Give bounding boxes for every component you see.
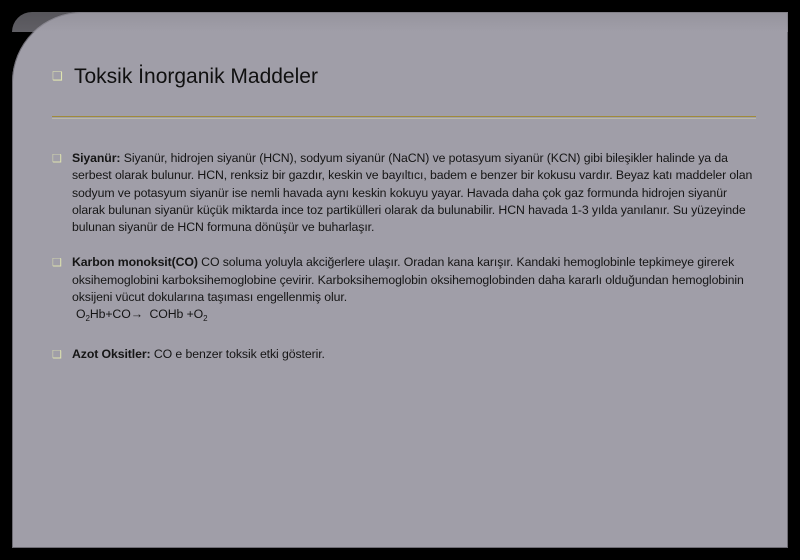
- item-text: CO e benzer toksik etki gösterir.: [150, 346, 325, 361]
- item-body: [72, 150, 762, 236]
- title-row: [52, 62, 752, 94]
- item-text: CO soluma yoluyla akciğerlere ulaşır. Oradan kana karışır. Kandaki hemoglobinle tepkimeye girerek oksihemoglobini karboksihemoglobine çevirir. Karboksihemoglobin oksihemoglobinden daha kararlı olduğundan hemoglobinin oksijeni vücut dokularına taşıması engellenmiş olur.: [72, 255, 744, 305]
- square-bullet-icon: ❑: [52, 69, 63, 83]
- content-list: [52, 150, 762, 381]
- slide-title: Toksik İnorganik Maddeler: [74, 65, 318, 88]
- title-divider-shadow: [52, 118, 756, 119]
- square-bullet-icon: ❑: [52, 257, 62, 270]
- list-item-karbon-monoksit: [52, 254, 762, 327]
- slide-top-shade: [12, 12, 788, 32]
- item-heading: Siyanür:: [72, 151, 121, 165]
- item-body: [72, 346, 762, 363]
- item-body: [72, 254, 762, 327]
- item-text: Siyanür, hidrojen siyanür (HCN), sodyum siyanür (NaCN) ve potasyum siyanür (KCN) gibi bileşikler halinde ya da serbest olarak bulunur. HCN, renksiz bir gazdır, keskin ve bayıltıcı, badem e benzer bir kokusu vardır. Beyaz katı maddeler olan sodyum ve potasyum siyanür ise nemli havada aynı keskin kokuyu yayar. Havada daha çok gaz formunda hidrojen siyanür olarak bulunan siyanür küçük miktarda ince toz partikülleri olarak da bulunabilir. HCN havada 1-3 yılda yanılanır. Su yüzeyinde bulunan siyanür de HCN formuna dönüşür ve buharlaşır.: [72, 151, 753, 235]
- square-bullet-icon: ❑: [52, 153, 62, 165]
- title-divider: [52, 116, 756, 117]
- chemical-formula: $O_2Hb+CO\to$ COHb $+O_2$: [76, 307, 208, 324]
- list-item-siyanur: [52, 150, 762, 236]
- square-bullet-icon: ❑: [52, 348, 62, 361]
- item-heading: Karbon monoksit(CO): [72, 255, 198, 270]
- list-item-azot-oksitler: [52, 346, 762, 363]
- item-heading: Azot Oksitler:: [72, 346, 151, 361]
- arrow-right-icon: →: [130, 307, 143, 322]
